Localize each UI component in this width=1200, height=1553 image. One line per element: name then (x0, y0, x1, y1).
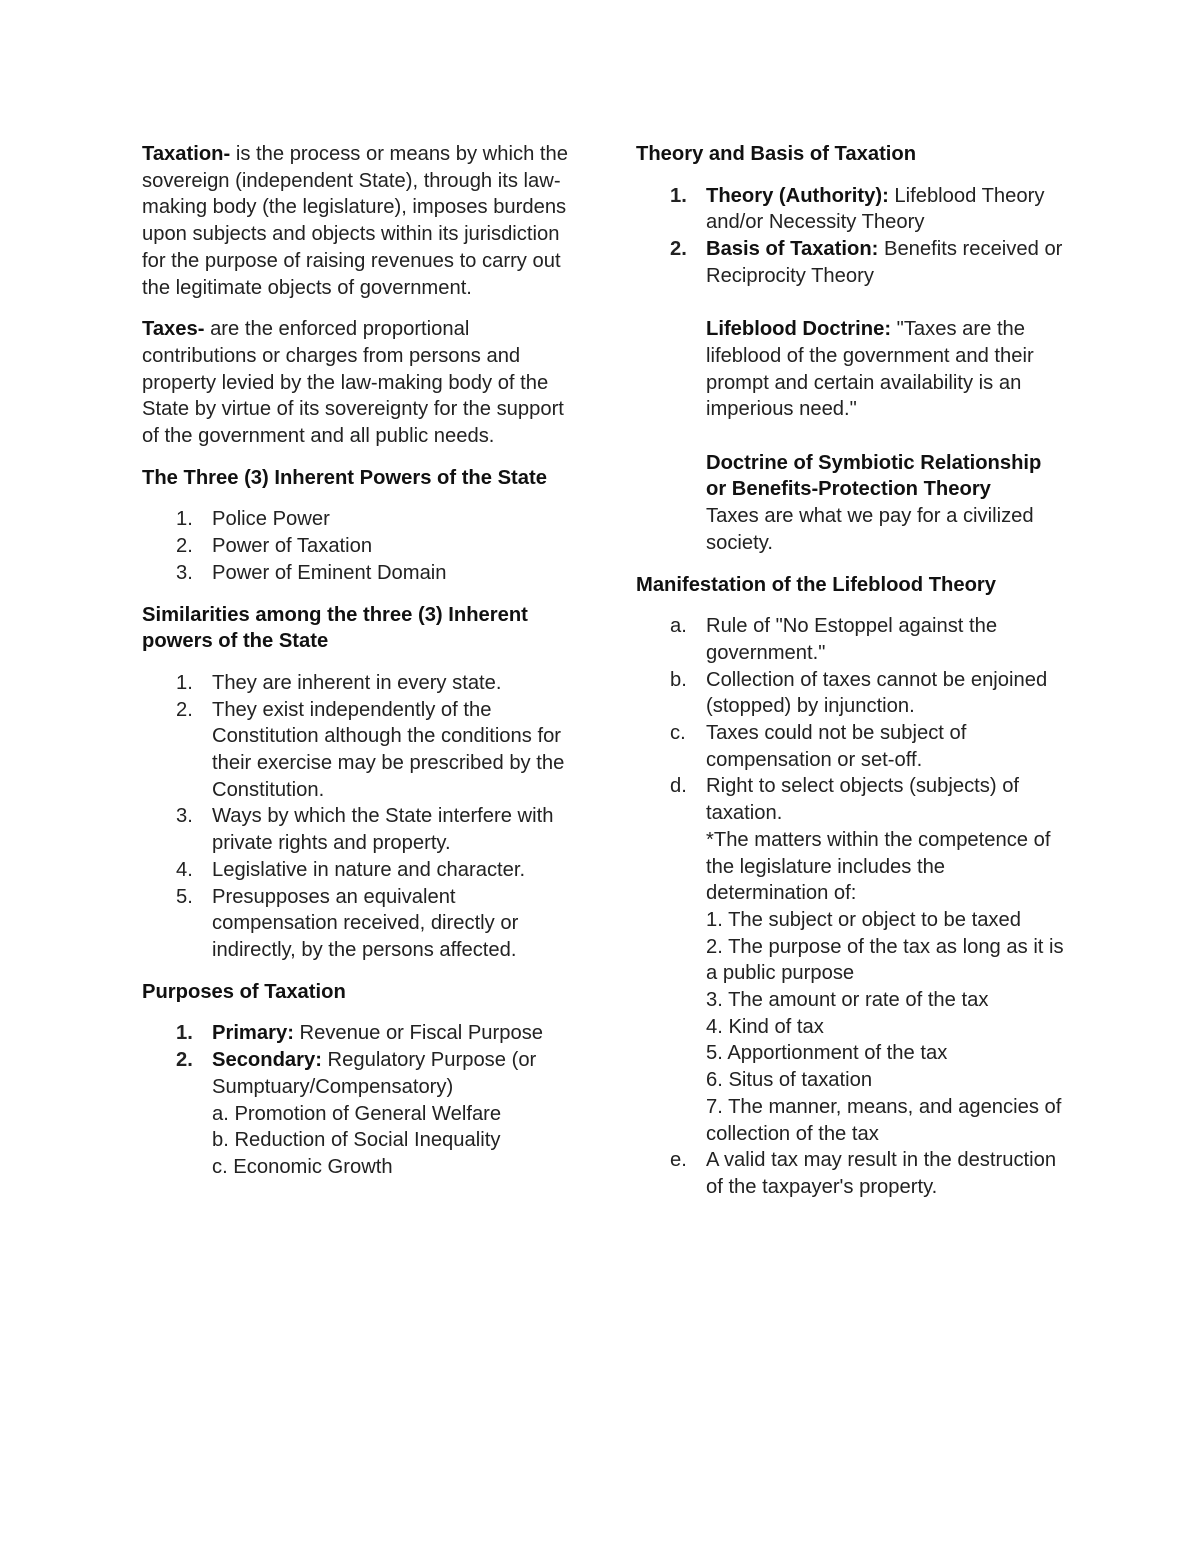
list-item (636, 613, 1066, 666)
list-number: 1. (176, 508, 193, 531)
list-item (636, 1147, 1066, 1200)
list-number: 2. (176, 1049, 193, 1072)
powers-list (142, 506, 572, 586)
list-text: Police Power (212, 508, 330, 531)
sub-item: 6. Situs of taxation (706, 1069, 873, 1092)
theory-label: Theory (Authority): (706, 184, 889, 207)
list-item (142, 670, 572, 697)
taxation-def-text: is the process or means by which the sovereign (independent State), through its law-making body (the legislature), imposes burdens upon subjects and objects within its jurisdiction for the purpose of raising revenues to carry out the legitimate objects of government. (142, 143, 568, 299)
list-text: Collection of taxes cannot be enjoined (stopped) by injunction. (706, 668, 1048, 718)
taxes-definition (142, 316, 572, 450)
sub-item: 3. The amount or rate of the tax (706, 989, 989, 1012)
taxation-definition (142, 141, 572, 301)
list-item (142, 1047, 572, 1181)
list-item (142, 884, 572, 964)
list-text: Power of Taxation (212, 535, 373, 558)
list-text: Rule of "No Estoppel against the government." (706, 615, 998, 664)
list-number: d. (670, 775, 687, 798)
taxes-def-text: are the enforced proportional contributions or charges from persons and property levied by the law-making body of the State by virtue of its sovereignty for the support of the government and all public needs. (142, 318, 564, 448)
list-item (636, 720, 1066, 773)
symbiotic-label: Doctrine of Symbiotic Relationship or Benefits-Protection Theory (706, 451, 1042, 501)
similarities-list (142, 670, 572, 964)
sub-item: 7. The manner, means, and agencies of collection of the tax (706, 1095, 1062, 1145)
list-number: 1. (176, 1022, 193, 1045)
list-text: Taxes could not be subject of compensation or set-off. (706, 722, 967, 771)
lifeblood-label: Lifeblood Doctrine: (706, 318, 892, 341)
powers-heading: The Three (3) Inherent Powers of the State (142, 466, 547, 489)
list-item (636, 667, 1066, 720)
sub-item: b. Reduction of Social Inequality (212, 1129, 501, 1152)
list-number: 2. (670, 238, 687, 261)
manifestation-heading: Manifestation of the Lifeblood Theory (636, 573, 997, 596)
list-text: Lifeblood Theory and/or Necessity Theory (706, 184, 1045, 234)
list-number: 1. (670, 184, 687, 207)
list-number: 1. (176, 671, 193, 694)
theory-list (636, 183, 1066, 557)
list-text: Regulatory Purpose (or Sumptuary/Compensatory) (212, 1049, 537, 1098)
lifeblood-text: "Taxes are the lifeblood of the government and their prompt and certain availability is an imperious need." (706, 318, 1034, 421)
sub-item: a. Promotion of General Welfare (212, 1102, 502, 1125)
list-number: 3. (176, 805, 193, 828)
taxes-term: Taxes- (142, 318, 205, 341)
lifeblood-doctrine (706, 316, 1066, 423)
list-number: c. (670, 722, 686, 745)
sub-item: 1. The subject or object to be taxed (706, 908, 1021, 931)
competence-note: *The matters within the competence of the legislature includes the determination of: (706, 828, 1051, 905)
list-number: b. (670, 668, 687, 691)
list-text: A valid tax may result in the destruction of the taxpayer's property. (706, 1149, 1057, 1198)
secondary-label: Secondary: (212, 1049, 322, 1072)
purposes-heading: Purposes of Taxation (142, 980, 346, 1003)
list-number: 5. (176, 885, 193, 908)
list-item (142, 533, 572, 560)
manifestation-list (636, 613, 1066, 1200)
list-text: They are inherent in every state. (212, 671, 502, 694)
sub-item: 4. Kind of tax (706, 1015, 824, 1038)
list-text: Power of Eminent Domain (212, 561, 447, 584)
basis-label: Basis of Taxation: (706, 238, 879, 261)
list-text: Presupposes an equivalent compensation received, directly or indirectly, by the persons affected. (212, 885, 519, 961)
list-text: Revenue or Fiscal Purpose (293, 1022, 544, 1045)
list-item (636, 236, 1066, 556)
list-number: e. (670, 1149, 687, 1172)
list-text: They exist independently of the Constitution although the conditions for their exercise may be prescribed by the Constitution. (212, 698, 565, 801)
similarities-heading: Similarities among the three (3) Inherent powers of the State (142, 603, 528, 653)
list-item (142, 697, 572, 804)
right-column (636, 141, 1066, 1216)
list-item (142, 560, 572, 587)
sub-item: 2. The purpose of the tax as long as it is a public purpose (706, 935, 1064, 985)
list-number: 2. (176, 535, 193, 558)
symbiotic-text: Taxes are what we pay for a civilized society. (706, 505, 1034, 554)
list-item (142, 506, 572, 533)
list-number: 4. (176, 858, 193, 881)
left-column (142, 141, 572, 1196)
list-number: 3. (176, 561, 193, 584)
list-text: Benefits received or Reciprocity Theory (706, 238, 1063, 287)
list-number: 2. (176, 698, 193, 721)
list-item (142, 803, 572, 856)
list-text: Ways by which the State interfere with private rights and property. (212, 805, 554, 855)
purposes-list (142, 1020, 572, 1180)
list-text: Right to select objects (subjects) of taxation. (706, 775, 1020, 825)
theory-heading: Theory and Basis of Taxation (636, 143, 917, 165)
list-item (142, 857, 572, 884)
list-number: a. (670, 615, 687, 638)
list-item (636, 183, 1066, 236)
sub-item: c. Economic Growth (212, 1155, 393, 1178)
sub-item: 5. Apportionment of the tax (706, 1042, 948, 1065)
list-item (636, 773, 1066, 1147)
primary-label: Primary: (212, 1022, 294, 1045)
list-item (142, 1020, 572, 1047)
list-text: Legislative in nature and character. (212, 858, 526, 881)
taxation-term: Taxation- (142, 143, 231, 165)
